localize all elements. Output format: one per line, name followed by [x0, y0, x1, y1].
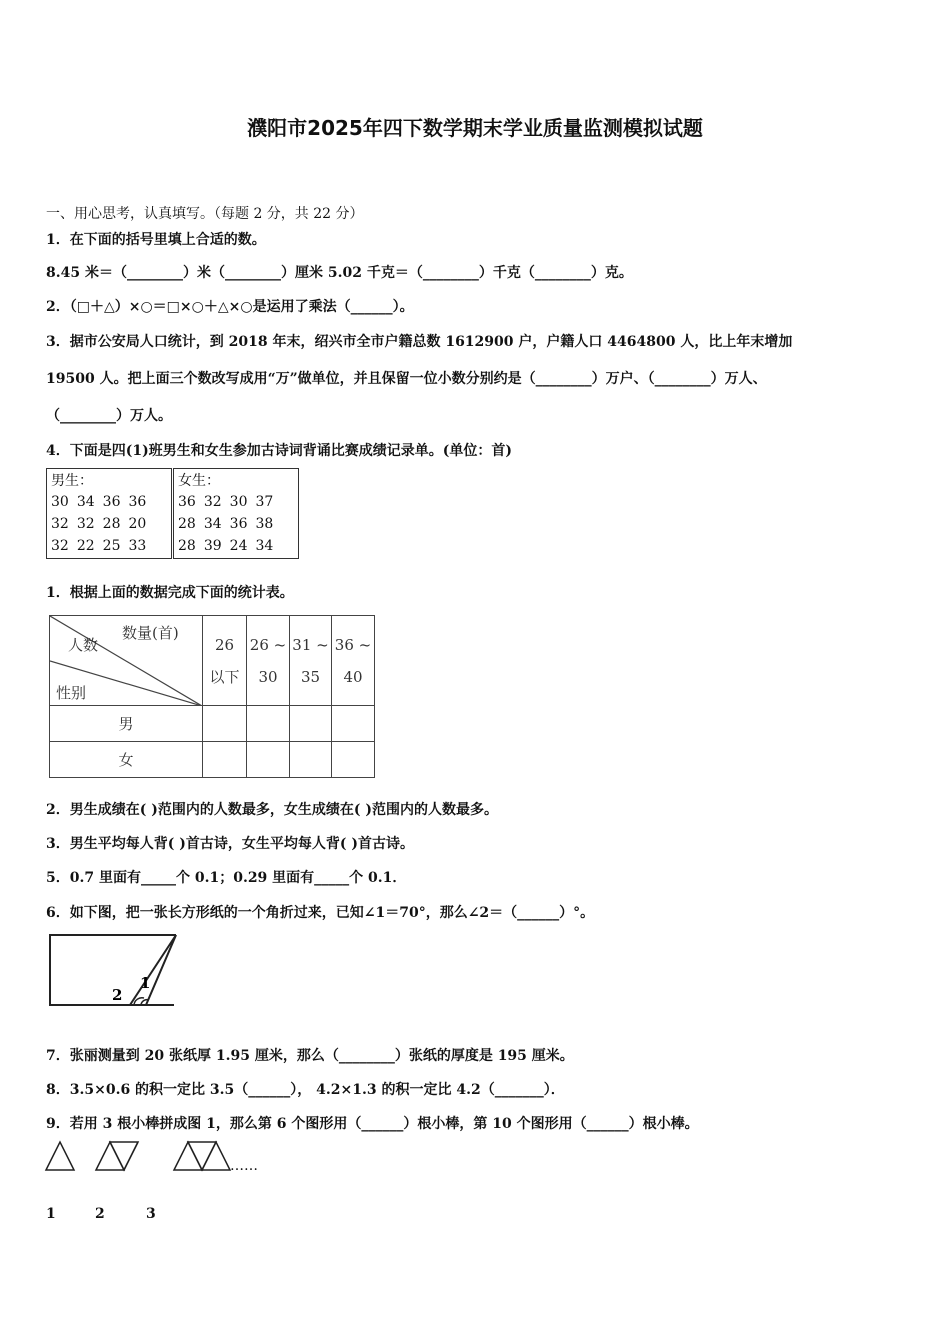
- question-8: 8．3.5×0.6 的积一定比 3.5（______）， 4.2×1.3 的积一定比 4.2（_______）．: [46, 1082, 565, 1098]
- question-1-body: 8.45 米＝（________）米（________）厘米 5.02 千克＝（________）千克（________）克。: [46, 265, 633, 281]
- figure-ellipsis: ……: [230, 1158, 258, 1174]
- score-cell: 39: [203, 538, 222, 554]
- figure-1-triangles: [46, 1142, 74, 1170]
- question-9: 9．若用 3 根小棒拼成图 1，那么第 6 个图形用（______）根小棒，第 10 个图形用（______）根小棒。: [46, 1116, 699, 1132]
- column-header-line: 26 ~: [249, 635, 287, 654]
- score-cell: 36: [229, 516, 248, 532]
- table-row: [50, 616, 375, 706]
- statistics-table: [49, 615, 375, 778]
- matchstick-figures: [44, 1140, 234, 1176]
- score-cell: 25: [102, 538, 121, 554]
- figure-number-3: 3: [146, 1206, 156, 1222]
- row-label-boys: 男: [50, 706, 203, 742]
- figure-number-2: 2: [95, 1206, 105, 1222]
- column-header: [247, 616, 290, 706]
- column-header: [332, 616, 375, 706]
- angle-2-label: 2: [112, 986, 123, 1004]
- score-cell: 34: [255, 538, 274, 554]
- diagonal-header-cell: [50, 616, 203, 706]
- row-label-girls: 女: [50, 742, 203, 778]
- score-cell: 20: [128, 516, 147, 532]
- question-4-sub-3: 3．男生平均每人背( )首古诗，女生平均每人背( )首古诗。: [46, 836, 414, 852]
- column-header: [203, 616, 247, 706]
- score-cell: 36: [102, 494, 121, 510]
- score-cell: 36: [128, 494, 147, 510]
- section-heading: 一、用心思考，认真填写。（每题 2 分，共 22 分）: [46, 206, 364, 222]
- page-title: 濮阳市2025年四下数学期末学业质量监测模拟试题: [247, 116, 703, 140]
- column-header-line: 35: [300, 667, 321, 686]
- column-header-line: 30: [258, 667, 278, 686]
- girls-header: 女生：: [178, 473, 220, 489]
- table-row: [174, 535, 277, 557]
- empty-cell: [247, 742, 290, 778]
- table-row: [47, 535, 150, 557]
- column-header-line: 36 ~: [334, 635, 372, 654]
- score-cell: 34: [203, 516, 222, 532]
- score-cell: 32: [76, 516, 95, 532]
- empty-cell: [332, 742, 375, 778]
- score-cell: 30: [51, 494, 69, 510]
- table-row: [50, 706, 375, 742]
- question-3-line-2: 19500 人。把上面三个数改写成用“万”做单位，并且保留一位小数分别约是（________）万户、（________）万人、: [46, 371, 767, 387]
- question-4-sub-2: 2．男生成绩在( )范围内的人数最多，女生成绩在( )范围内的人数最多。: [46, 802, 498, 818]
- table-row: [47, 513, 150, 535]
- question-7: 7．张丽测量到 20 张纸厚 1.95 厘米，那么（________）张纸的厚度是 195 厘米。: [46, 1048, 574, 1064]
- question-2: 2．（□＋△）×○＝□×○＋△×○是运用了乘法（______）。: [46, 299, 414, 315]
- figure-number-1: 1: [46, 1206, 56, 1222]
- score-cell: 37: [255, 494, 274, 510]
- empty-cell: [203, 706, 247, 742]
- column-header-line: 40: [343, 667, 363, 686]
- empty-cell: [290, 706, 332, 742]
- score-cell: 28: [102, 516, 121, 532]
- empty-cell: [247, 706, 290, 742]
- diagonal-label-bottom: 性别: [56, 684, 87, 702]
- question-4-title: 4．下面是四(1)班男生和女生参加古诗词背诵比赛成绩记录单。(单位：首): [46, 443, 512, 459]
- score-cell: 22: [76, 538, 95, 554]
- question-5: 5．0.7 里面有_____个 0.1；0.29 里面有_____个 0.1．: [46, 870, 407, 886]
- score-cell: 28: [178, 516, 196, 532]
- score-cell: 33: [128, 538, 147, 554]
- score-cell: 34: [76, 494, 95, 510]
- question-3-line-1: 3．据市公安局人口统计，到 2018 年末，绍兴市全市户籍总数 1612900 户，户籍人口 4464800 人，比上年末增加: [46, 334, 793, 350]
- column-header-line: 以下: [209, 667, 240, 686]
- boys-score-box: [46, 468, 172, 559]
- diagonal-label-middle: 人数: [68, 636, 99, 654]
- figure-3-triangles: [174, 1142, 230, 1170]
- angle-1-label: 1: [140, 974, 151, 992]
- column-header-line: 26: [214, 635, 235, 654]
- table-row: [50, 742, 375, 778]
- score-cell: 36: [178, 494, 196, 510]
- girls-score-box: [173, 468, 299, 559]
- score-cell: 24: [229, 538, 248, 554]
- boys-score-table: [47, 469, 150, 557]
- boys-header: 男生：: [51, 473, 93, 489]
- table-row: [47, 491, 150, 513]
- column-header-line: 31 ~: [292, 635, 329, 654]
- score-cell: 30: [229, 494, 248, 510]
- empty-cell: [203, 742, 247, 778]
- question-3-line-3: （________）万人。: [46, 408, 172, 424]
- girls-score-table: [174, 469, 277, 557]
- question-6: 6．如下图，把一张长方形纸的一个角折过来，已知∠1＝70°，那么∠2＝（______）°。: [46, 905, 595, 921]
- score-cell: 38: [255, 516, 274, 532]
- figure-2-triangles: [96, 1142, 138, 1170]
- table-row: [174, 491, 277, 513]
- folded-paper-figure: [46, 930, 186, 1010]
- score-cell: 28: [178, 538, 196, 554]
- score-cell: 32: [51, 538, 69, 554]
- diagonal-label-top: 数量(首): [122, 624, 179, 642]
- score-cell: 32: [203, 494, 222, 510]
- question-4-sub-1: 1．根据上面的数据完成下面的统计表。: [46, 585, 294, 601]
- score-cell: 32: [51, 516, 69, 532]
- empty-cell: [290, 742, 332, 778]
- empty-cell: [332, 706, 375, 742]
- column-header: [290, 616, 332, 706]
- question-1-title: 1．在下面的括号里填上合适的数。: [46, 232, 266, 248]
- table-row: [174, 513, 277, 535]
